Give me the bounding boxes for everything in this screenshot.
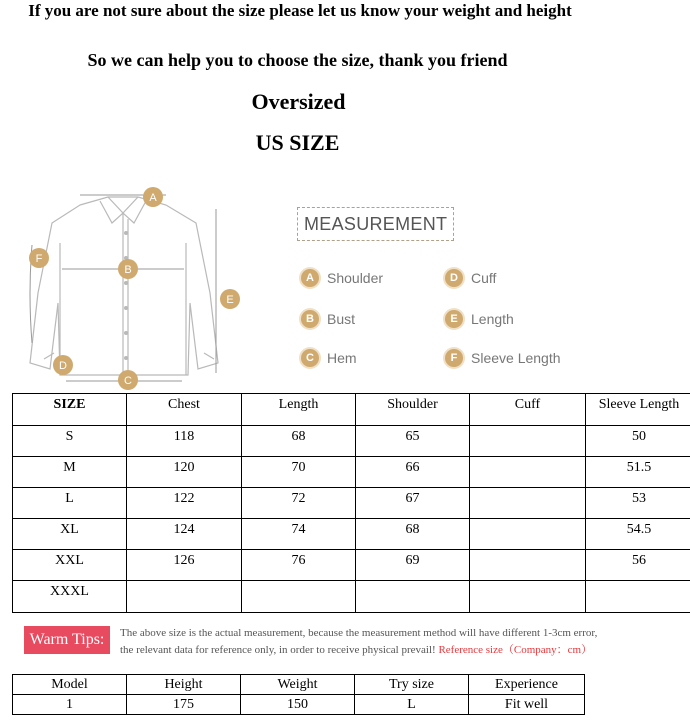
legend-label: Bust — [327, 311, 356, 327]
cell-shoulder: 68 — [356, 519, 470, 550]
cell-length: 76 — [242, 550, 356, 581]
cell-chest: 122 — [127, 488, 242, 519]
header-size: SIZE — [13, 394, 127, 426]
cell-experience: Fit well — [469, 695, 585, 715]
cell-sleeve-length: 53 — [586, 488, 690, 519]
cell-length: 74 — [242, 519, 356, 550]
table-row — [13, 581, 690, 613]
header-experience: Experience — [469, 675, 585, 695]
legend-letter-c: C — [301, 349, 319, 367]
cell-size: XXL — [13, 550, 127, 581]
cell-size: M — [13, 457, 127, 488]
intro-text-line2: So we can help you to choose the size, thank you friend — [87, 50, 508, 70]
cell-chest: 124 — [127, 519, 242, 550]
cell-size: XL — [13, 519, 127, 550]
warm-tips-badge: Warm Tips: — [24, 626, 110, 654]
cell-chest — [127, 581, 242, 613]
warm-tips-text — [120, 625, 680, 659]
svg-text:A: A — [149, 192, 157, 204]
cell-length — [242, 581, 356, 613]
cell-chest: 118 — [127, 426, 242, 457]
cell-cuff — [470, 457, 586, 488]
cell-weight: 150 — [241, 695, 355, 715]
svg-text:B: B — [124, 264, 132, 276]
legend-item-sleeve-length — [445, 349, 561, 367]
cell-cuff — [470, 581, 586, 613]
cell-sleeve-length — [586, 581, 690, 613]
size-system-heading: US SIZE — [255, 130, 340, 155]
diagram-marker-a — [143, 187, 163, 207]
cell-size: S — [13, 426, 127, 457]
legend-letter-e: E — [445, 310, 463, 328]
cell-sleeve-length: 50 — [586, 426, 690, 457]
legend-label: Sleeve Length — [471, 350, 561, 366]
cell-length: 70 — [242, 457, 356, 488]
cell-shoulder: 69 — [356, 550, 470, 581]
cell-size: XXXL — [13, 581, 127, 613]
measurement-title: MEASUREMENT — [297, 207, 454, 241]
cell-sleeve-length: 54.5 — [586, 519, 690, 550]
cell-shoulder — [356, 581, 470, 613]
header-height: Height — [127, 675, 241, 695]
legend-letter-d: D — [445, 269, 463, 287]
table-row — [13, 550, 690, 581]
header-chest: Chest — [127, 394, 242, 426]
legend-item-length — [445, 310, 514, 328]
legend-letter-b: B — [301, 310, 319, 328]
cell-chest: 126 — [127, 550, 242, 581]
cell-size: L — [13, 488, 127, 519]
table-row — [13, 519, 690, 550]
legend-item-shoulder — [301, 269, 383, 287]
header-cuff: Cuff — [470, 394, 586, 426]
cell-height: 175 — [127, 695, 241, 715]
size-table-header — [13, 394, 690, 426]
table-row — [13, 426, 690, 457]
cell-try-size: L — [355, 695, 469, 715]
cell-cuff — [470, 488, 586, 519]
header-length: Length — [242, 394, 356, 426]
cell-length: 72 — [242, 488, 356, 519]
cell-shoulder: 65 — [356, 426, 470, 457]
legend-letter-f: F — [445, 349, 463, 367]
cell-length: 68 — [242, 426, 356, 457]
model-table — [12, 674, 585, 715]
legend-label: Cuff — [471, 270, 497, 286]
model-table-header — [13, 675, 585, 695]
cell-cuff — [470, 519, 586, 550]
legend-item-hem — [301, 349, 357, 367]
svg-text:E: E — [226, 294, 234, 306]
svg-text:F: F — [35, 253, 43, 265]
diagram-marker-f — [29, 248, 49, 268]
legend-letter-a: A — [301, 269, 319, 287]
header-sleeve-length: Sleeve Length — [586, 394, 690, 426]
cell-model: 1 — [13, 695, 127, 715]
cell-shoulder: 67 — [356, 488, 470, 519]
reference-size-note: Reference size（Company：cm） — [438, 644, 593, 656]
diagram-marker-c — [118, 370, 138, 390]
table-row — [13, 457, 690, 488]
table-row — [13, 695, 585, 715]
cell-cuff — [470, 550, 586, 581]
legend-item-bust — [301, 310, 355, 328]
cell-cuff — [470, 426, 586, 457]
intro-text-line1: If you are not sure about the size please let us know your weight and height — [28, 1, 572, 20]
tips-line2-wrap — [120, 642, 680, 659]
diagram-marker-d — [53, 355, 73, 375]
fit-heading: Oversized — [251, 89, 346, 114]
table-row — [13, 488, 690, 519]
svg-text:D: D — [59, 360, 67, 372]
legend-item-cuff — [445, 269, 496, 287]
cell-sleeve-length: 51.5 — [586, 457, 690, 488]
header-weight: Weight — [241, 675, 355, 695]
diagram-marker-e — [220, 289, 240, 309]
tips-line1: The above size is the actual measurement, because the measurement method will have different 1-3cm error, — [120, 627, 598, 639]
cell-chest: 120 — [127, 457, 242, 488]
cell-shoulder: 66 — [356, 457, 470, 488]
tips-line2: the relevant data for reference only, in order to receive physical prevail! — [120, 644, 436, 656]
header-shoulder: Shoulder — [356, 394, 470, 426]
cell-sleeve-length: 56 — [586, 550, 690, 581]
diagram-marker-b — [118, 259, 138, 279]
legend-label: Shoulder — [327, 270, 384, 286]
svg-text:C: C — [124, 375, 132, 387]
legend-label: Length — [471, 311, 514, 327]
shirt-measurement-diagram — [20, 183, 250, 393]
size-chart-table — [12, 393, 690, 613]
legend-label: Hem — [327, 350, 357, 366]
header-model: Model — [13, 675, 127, 695]
header-try-size: Try size — [355, 675, 469, 695]
